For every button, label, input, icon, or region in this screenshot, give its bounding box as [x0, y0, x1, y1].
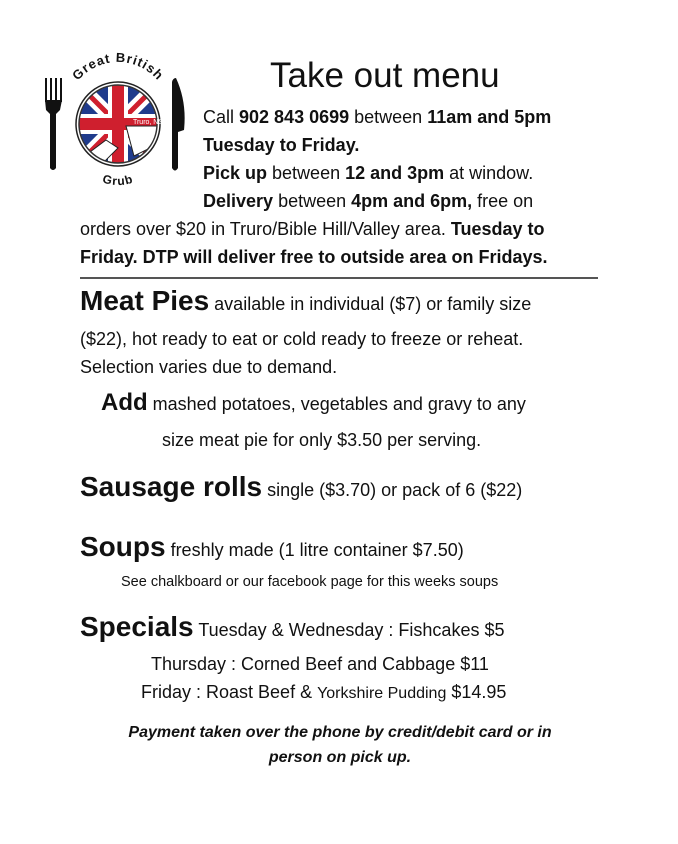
divider: [80, 277, 598, 279]
friday-price: $14.95: [446, 682, 507, 702]
pickup-hours: 12 and 3pm: [345, 163, 445, 183]
friday-roast: Friday : Roast Beef &: [141, 682, 318, 702]
contact-line-1: [203, 103, 551, 131]
call-hours: 11am and 5pm: [427, 107, 552, 127]
logo-place-text: Truro, NS: [132, 119, 164, 126]
delivery-line-3: Friday. DTP will deliver free to outside area on Fridays.: [80, 247, 548, 267]
knife-icon: [172, 78, 185, 171]
phone-number[interactable]: 902 843 0699: [239, 107, 350, 127]
meat-pies-line-1: [80, 285, 531, 318]
sausage-rolls-text: single ($3.70) or pack of 6 ($22): [262, 480, 523, 500]
logo-bottom-text: Grub: [101, 171, 135, 189]
soups-text: freshly made (1 litre container $7.50): [165, 540, 464, 560]
meat-pies-line-2: ($22), hot ready to eat or cold ready to freeze or reheat.: [80, 329, 524, 349]
add-line-2: size meat pie for only $3.50 per serving.: [162, 430, 482, 450]
delivery-days: Tuesday to: [450, 219, 545, 239]
specials-line: [80, 611, 504, 644]
specials-heading: Specials: [80, 611, 194, 642]
specials-tue-wed: Tuesday & Wednesday : Fishcakes $5: [193, 620, 505, 640]
specials-thursday: Thursday : Corned Beef and Cabbage $11: [151, 654, 489, 674]
pickup-line: [203, 159, 533, 187]
specials-friday: [141, 678, 506, 708]
delivery-line: [203, 187, 533, 215]
call-label: Call: [203, 107, 240, 127]
soups-heading: Soups: [80, 531, 166, 562]
delivery-label: Delivery: [203, 191, 274, 211]
delivery-hours: 4pm and 6pm,: [351, 191, 473, 211]
soups-line: [80, 531, 464, 564]
delivery-free: free on: [472, 191, 534, 211]
meat-pies-line-3: Selection varies due to demand.: [80, 357, 338, 377]
add-line-1: [101, 389, 526, 418]
between-text: between: [349, 107, 428, 127]
add-heading: Add: [101, 389, 148, 416]
payment-line-1: Payment taken over the phone by credit/debit card or in: [128, 724, 552, 741]
meat-pies-heading: Meat Pies: [80, 285, 210, 316]
logo-graphic: [38, 52, 190, 192]
delivery-line-2: [80, 215, 545, 243]
sausage-rolls-heading: Sausage rolls: [80, 471, 263, 502]
delivery-between: between: [273, 191, 352, 211]
contact-days: Tuesday to Friday.: [203, 135, 360, 155]
friday-pudding: Yorkshire Pudding: [317, 685, 447, 702]
payment-line-2: person on pick up.: [268, 749, 412, 766]
pickup-label: Pick up: [203, 163, 268, 183]
delivery-area: orders over $20 in Truro/Bible Hill/Valley area.: [80, 219, 451, 239]
pickup-where: at window.: [444, 163, 534, 183]
logo-top-text: Great British: [69, 52, 167, 84]
add-text: mashed potatoes, vegetables and gravy to any: [147, 394, 526, 414]
pickup-between: between: [267, 163, 346, 183]
page-title: Take out menu: [270, 56, 500, 95]
soups-note: See chalkboard or our facebook page for this weeks soups: [121, 574, 499, 590]
meat-pies-text: available in individual ($7) or family size: [209, 294, 532, 314]
logo: [38, 52, 190, 192]
sausage-rolls-line: [80, 471, 522, 504]
fork-icon: [45, 78, 62, 170]
